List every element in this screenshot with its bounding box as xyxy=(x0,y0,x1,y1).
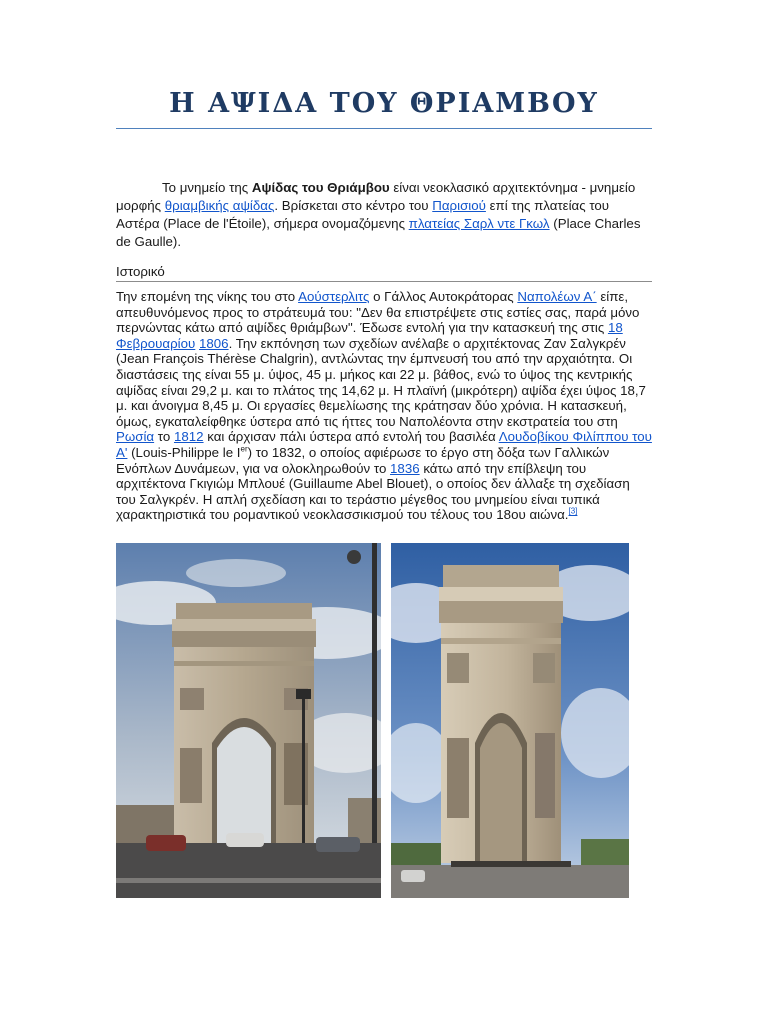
link-place-charles-de-gaulle[interactable]: πλατείας Σαρλ ντε Γκωλ xyxy=(408,216,550,231)
link-austerlitz[interactable]: Αούστερλιτς xyxy=(298,289,370,304)
link-triumphal-arch[interactable]: θριαμβικής αψίδας xyxy=(164,198,275,213)
section-heading-rule xyxy=(116,281,652,282)
link-napoleon[interactable]: Ναπολέων Α΄ xyxy=(517,289,597,304)
link-1812[interactable]: 1812 xyxy=(173,429,204,445)
monument-name: Αψίδας του Θριάμβου xyxy=(251,180,390,195)
section-heading-history: Ιστορικό xyxy=(116,264,165,279)
intro-paragraph: Το μνημείο της Αψίδας του Θριάμβου είναι νεοκλασικό αρχιτεκτόνημα - μνημείο μορφής θριαμβικής αψίδας. Βρίσκεται στο κέντρο του Παρισιού επί της πλατείας του Αστέρα (Place de l'Étoile), σήμερα ονομαζόμενης πλατείας Σαρλ ντε Γκωλ (Place Charles de Gaulle). xyxy=(116,180,641,249)
arch-illustration xyxy=(172,603,316,847)
link-1806[interactable]: 1806 xyxy=(199,335,229,351)
arch-illustration xyxy=(439,565,563,863)
arc-de-triomphe-photo-1 xyxy=(116,543,381,898)
history-paragraph: Την επομένη της νίκης του στο Αούστερλιτς ο Γάλλος Αυτοκράτορας Ναπολέων Α΄ είπε, απευθυνόμενος προς το στράτευμά του: "Δεν θα επιστρέψετε στις εστίες σας, παρά μόνο περνώντας κάτω από αψίδες θριάμβων". Έδωσε εντολή για την κατασκευή της στις 18 Φεβρουαρίου 1806. Την εκπόνηση των σχεδίων ανέλαβε ο αρχιτέκτονας Ζαν Σαλγκρέν (Jean François Thérèse Chalgrin), αντλώντας την έμπνευσή του από την αρχαιότητα. Οι διαστάσεις της είναι 55 μ. ύψος, 45 μ. μήκος και 22 μ. βάθος, ενώ το ύψος της κεντρικής αψίδας είναι 29,2 μ. και το πλάτος της 14,62 μ. Η πλαϊνή (μικρότερη) αψίδα έχει ύψος 18,7 μ. και άνοιγμα 8,45 μ. Οι εργασίες θεμελίωσης της κράτησαν δύο χρόνια. Η κατασκευή, όμως, εγκαταλείφθηκε ύστερα από τις ήττες του Ναπολέοντα στην εκστρατεία του στη Ρωσία το 1812 και άρχισαν πάλι ύστερα από εντολή του βασιλέα Λουδοβίκου Φιλίππου του Α' (Louis-Philippe le Ier) το 1832, ο οποίος αφιέρωσε το έργο στη δόξα των Γαλλικών Ενόπλων Δυνάμεων, για να ολοκληρωθούν το 1836 κάτω από την επίβλεψη του αρχιτέκτονα Γκιγιώμ Μπλουέ (Guillaume Abel Blouet), ο οποίος δεν άλλαξε τη σχεδίαση του Σαλγκρέν. Η απλή σχεδίαση και το τεράστιο μέγεθος του μνημείου είναι τυπικά χαρακτηριστικά του ρομαντικού νεοκλασσικισμού του τέλους του 18ου αιώνα.[3] xyxy=(116,289,652,523)
link-18-february[interactable]: 18 Φεβρουαρίου xyxy=(116,320,623,351)
document-title: Η ΑΨΙΔΑ ΤΟΥ ΘΡΙΑΜΒΟΥ xyxy=(169,88,599,119)
link-russia[interactable]: Ρωσία xyxy=(116,429,155,445)
reference-link-3[interactable]: [3] xyxy=(568,506,578,516)
title-underline xyxy=(116,128,652,129)
link-paris[interactable]: Παρισιού xyxy=(432,198,486,213)
link-louis-philippe[interactable]: Λουδοβίκου Φιλίππου του Α' xyxy=(116,429,652,460)
link-1836[interactable]: 1836 xyxy=(390,460,420,476)
arc-de-triomphe-photo-2 xyxy=(391,543,629,898)
